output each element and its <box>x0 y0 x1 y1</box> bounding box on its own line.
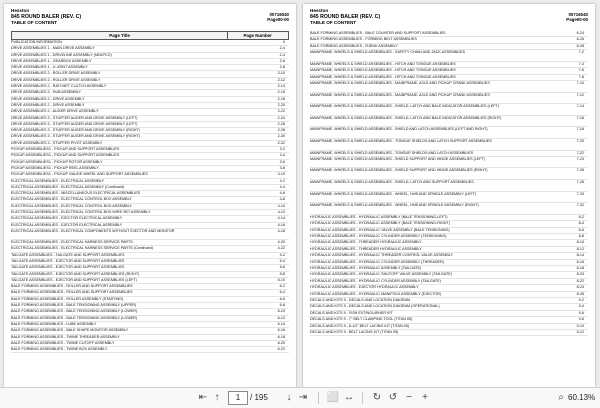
toc-entry-title: DRIVE ASSEMBLIES 2 - ROLLER DRIVE ASSEMBLY <box>11 71 101 76</box>
toc-entry-title: MAINFRAME, WHEELS & SHIELD ASSEMBLIES - HITCH AND TONGUE ASSEMBLIES <box>310 61 456 66</box>
toc-entry-title: BALE FORMING ASSEMBLIES - BALE TENSIONING ASSEMBLY (LOWER) <box>11 309 138 314</box>
toc-entry-title: PUBLICATION INFORMATION <box>11 40 62 44</box>
toc-entry-title: BALE FORMING ASSEMBLIES - RJENK ASSEMBLY <box>310 43 398 48</box>
toc-entry-page: 9-8 <box>578 317 584 322</box>
page-label: Page00-00 <box>566 17 588 22</box>
toc-entry-page: 7-24 <box>576 156 584 161</box>
toc-entry-title: MAINFRAME, WHEELS & SHIELD ASSEMBLIES - SHIELD SUPPORT AND HINGE ASSEMBLIES (RIGHT) <box>310 168 488 173</box>
toc-entry-title: HYDRAULIC ASSEMBLIES - HYDRAULIC THREADER CONTROL VALVE ASSEMBLY <box>310 253 454 258</box>
toc-entry-title: DRIVE ASSEMBLIES 2 - RATCHET CLUTCH ASSEMBLY <box>11 84 107 89</box>
toc-entry-page: 5-10 <box>277 277 285 282</box>
toc-entry-title: MAINFRAME, WHEELS & SHIELD ASSEMBLIES - SHIELD SUPPORT AND HINGE ASSEMBLIES (LEFT) <box>310 156 486 161</box>
toc-entry-page: 5-8 <box>279 271 285 276</box>
toc-entry-page: 6-4 <box>279 290 285 295</box>
toc-entry-title: ELECTRICAL ASSEMBLIES - ELECTRICAL HARNESS SERVICE PARTS (Continued) <box>11 246 153 251</box>
toc-entry-page: 8-22 <box>576 278 584 283</box>
toc-entry-title: DECALS AND KITS 9 - 6-1/2" BELT LACING KIT (TITAN 05) <box>310 323 409 328</box>
toc-entry-title: HYDRAULIC ASSEMBLIES - THREADER HYDRAULIC ASSEMBLY <box>310 246 422 251</box>
model-title: 845 ROUND BALER (REV. C) <box>11 14 82 20</box>
toc-entry-page: 7-4 <box>578 61 584 66</box>
toc-entry-page: 7-2 <box>578 50 584 55</box>
toc-entry-page: 2-12 <box>277 77 285 82</box>
toolbar-divider <box>318 392 319 404</box>
toc-entry-page: 3-2 <box>279 147 285 152</box>
toc-row[interactable] <box>11 347 289 353</box>
toc-entry-title: ELECTRICAL ASSEMBLIES - ELECTRICAL HARNESS SERVICE PARTS <box>11 240 133 245</box>
fit-width-icon[interactable]: ↔ <box>344 392 354 403</box>
page-total: / 195 <box>250 393 268 402</box>
toc-entry-title: BALE FORMING ASSEMBLIES - LUBE ASSEMBLY <box>11 321 97 326</box>
toc-entry-page: 4-20 <box>277 240 285 245</box>
toc-entry-page: 8-26 <box>576 291 584 296</box>
toc-entry-page: 4-12 <box>277 210 285 215</box>
toc-entry-page: 2-24 <box>277 115 285 120</box>
toc-entry-page: 8-4 <box>578 221 584 226</box>
toc-entry-page: 4-16 <box>277 222 285 227</box>
toc-entry-page: 4-8 <box>279 197 285 202</box>
toc-entry-title: DECALS AND KITS 9 - DECALS AND LOCATION DIAGRAM (OPERATIONAL) <box>310 304 440 309</box>
toc-entry-title: MAINFRAME, WHEELS & SHIELD ASSEMBLIES - MAINFRAME, AXLE AND PICKUP CRANK ASSEMBLIES <box>310 80 490 85</box>
toc-entry-title: ELECTRICAL ASSEMBLIES - MISCELLANEOUS ELECTRICAL ASSEMBLIES <box>11 191 141 196</box>
toc-entry-title: BALE FORMING ASSEMBLIES - ROLLER AND SUPPORT ASSEMBLIES <box>11 284 133 289</box>
toc-entry-page: 6-24 <box>576 31 584 35</box>
toc-entry-page: 2-32 <box>277 140 285 145</box>
toc-entry-title: MAINFRAME, WHEELS & SHIELD ASSEMBLIES - MAINFRAME, AXLE AND PICKUP CRANK ASSEMBLIES <box>310 92 490 97</box>
toc-entry-page: 4-10 <box>277 203 285 208</box>
brand-name: Hesston <box>11 8 30 13</box>
toc-entry-page: 7-30 <box>576 191 584 196</box>
last-page-icon[interactable]: ⇥ <box>298 392 308 403</box>
toc-entry-page: 8-24 <box>576 285 584 290</box>
toc-entry-title: MAINFRAME, WHEELS & SHIELD ASSEMBLIES - TONGUE SHIELDS AND LATCH SUPPORT ASSEMBLIES <box>310 138 492 143</box>
document-page-left <box>4 4 296 387</box>
toc-entry-page: 7-20 <box>576 138 584 143</box>
toc-entry-page: 7-12 <box>576 92 584 97</box>
toc-entry-title: BALE FORMING ASSEMBLIES - BALE TENSIONING ASSEMBLY (LOWER) <box>11 315 138 320</box>
toc-entry-page: 6-6 <box>279 296 285 301</box>
toc-entry-page: 6-16 <box>277 328 285 333</box>
toc-entry-page: 7-6 <box>578 68 584 73</box>
toc-row[interactable] <box>310 203 588 215</box>
toc-entry-page: 2-10 <box>277 71 285 76</box>
toc-row[interactable] <box>310 104 588 116</box>
toc-entry-title: HYDRAULIC ASSEMBLIES - HYDRAULIC SHUTOFF VALVE ASSEMBLY (TAILGATE) <box>310 272 452 277</box>
toc-entry-title: BALE FORMING ASSEMBLIES - TWINE THREADER ASSEMBLY <box>11 334 120 339</box>
toc-entry-title: BALE FORMING ASSEMBLIES - FORMING BELT ASSEMBLIES <box>310 37 417 42</box>
toc-entry-page: 8-2 <box>578 214 584 219</box>
toc-entry-page: 6-8 <box>279 303 285 308</box>
toc-entry-title: MAINFRAME, WHEELS & SHIELD ASSEMBLIES - SHIELD, LATCH AND SUPPORT ASSEMBLIES <box>310 180 474 185</box>
toc-entry-page: 2-22 <box>277 109 285 114</box>
toc-entry-page: 5-4 <box>279 258 285 263</box>
column-header-page: Page Number <box>243 33 272 38</box>
toc-heading: TABLE OF CONTENT <box>310 20 357 25</box>
toc-entry-page: 6-18 <box>277 334 285 339</box>
toc-entry-title: HYDRAULIC ASSEMBLIES - HYDRAULIC VALVE ASSEMBLY (BALE TENSIONING) <box>310 227 450 232</box>
toc-entry-title: BALE FORMING ASSEMBLIES - BALE COUNTER AND SUPPORT ASSEMBLIES <box>310 31 446 35</box>
toc-entry-page: 4-4 <box>279 184 285 189</box>
search-icon[interactable]: ⌕ <box>558 392 564 403</box>
toc-row[interactable] <box>310 50 588 62</box>
toc-entry-title: HYDRAULIC ASSEMBLIES - THREADER HYDRAULIC ASSEMBLY <box>310 240 422 245</box>
toc-entry-title: ELECTRICAL ASSEMBLIES - ELECTRICAL ASSEMBLY (Continued) <box>11 184 125 189</box>
toc-row[interactable] <box>310 330 588 336</box>
toc-entry-page: 4-22 <box>277 246 285 251</box>
toc-entry-page: 3-8 <box>279 165 285 170</box>
toc-entry-page: 7-22 <box>576 150 584 155</box>
toc-entry-title: BALE FORMING ASSEMBLIES - BALE SHAPE MONITOR ASSEMBLY <box>11 328 129 333</box>
toc-entry-title: DRIVE ASSEMBLIES 2 - AUGER DRIVE ASSEMBLY <box>11 109 99 114</box>
toc-entry-page: 6-10 <box>277 309 285 314</box>
toc-row[interactable] <box>310 157 588 169</box>
toc-entry-page: 9-10 <box>576 323 584 328</box>
toc-entry-page: 6-12 <box>277 315 285 320</box>
part-number: 00716040 <box>568 12 588 17</box>
toc-entry-page: 2-8 <box>279 65 285 70</box>
toc-entry-title: TAILGATE ASSEMBLIES - EJECTOR AND SUPPORT ASSEMBLIES (RIGHT) <box>11 271 140 276</box>
toc-entry-title: HYDRAULIC ASSEMBLIES - HYDRAULIC ASSEMBLY (BALE TENSIONING-RIGHT) <box>310 221 450 226</box>
toc-entry-page: 5-6 <box>279 265 285 270</box>
toc-entry-title: TAILGATE ASSEMBLIES - EJECTOR AND SUPPORT ASSEMBLIES (LEFT) <box>11 277 137 282</box>
toc-entry-title: HYDRAULIC ASSEMBLIES - HYDRAULIC ASSEMBLY (BALE TENSIONING-LEFT) <box>310 214 448 219</box>
toc-entry-title: PICKUP ASSEMBLIES1 - PICKUP ROTOR ASSEMBLY <box>11 159 103 164</box>
toc-row[interactable] <box>310 81 588 93</box>
toc-entry-title: DECALS AND KITS 9 - DECALS AND LOCATION DIAGRAM <box>310 297 411 302</box>
toc-entry-page: 9-6 <box>578 310 584 315</box>
toc-entry-title: DRIVE ASSEMBLIES 3 - STUFFER AUGER AND DRIVE ASSEMBLY (RIGHT) <box>11 128 140 133</box>
toc-entry-title: MAINFRAME, WHEELS & SHIELD ASSEMBLIES - SHIELD, LATCH AND BALE INDICATOR ASSEMBLIES (LEFT) <box>310 104 499 109</box>
toc-row[interactable] <box>310 93 588 105</box>
toc-entry-title: BALE FORMING ASSEMBLIES - TWINE BOX ASSEMBLY <box>11 347 108 352</box>
toc-entry-title: DRIVE ASSEMBLIES 2 - DRIVE ASSEMBLY <box>11 102 85 107</box>
toc-entry-page: 8-6 <box>578 227 584 232</box>
toc-rows-left <box>11 40 289 353</box>
toc-entry-title: PICKUP ASSEMBLIES1 - PICKUP AND SUPPORT ASSEMBLIES <box>11 153 120 158</box>
toc-entry-title: DECALS AND KITS 9 - 7" BELT CLAMPING TOOL (TITAN 05) <box>310 317 413 322</box>
toc-entry-page: 7-14 <box>576 104 584 109</box>
toc-entry-page: 9-12 <box>576 329 584 334</box>
toc-entry-title: DRIVE ASSEMBLIES 3 - STUFFER PIVOT ASSEMBLY <box>11 140 103 145</box>
toc-entry-page: 8-8 <box>578 234 584 239</box>
toc-entry-title: DRIVE ASSEMBLIES 1 - DRIVELINE ASSEMBLY (NEAPCO) <box>11 52 112 57</box>
page-label: Page00-00 <box>267 17 289 22</box>
toc-entry-page: 3-10 <box>277 172 285 177</box>
fit-page-icon[interactable]: ⬜ <box>326 392 340 403</box>
rotate-icon[interactable]: ↻ <box>372 392 382 403</box>
toc-entry-title: HYDRAULIC ASSEMBLIES - HYDRAULIC MANIFOLD ASSEMBLY (EJECTOR) <box>310 291 442 296</box>
toc-entry-page: 0 <box>282 40 285 44</box>
toc-entry-page: 7-28 <box>576 180 584 185</box>
toc-entry-page: 7-26 <box>576 168 584 173</box>
toc-entry-page: 6-26 <box>576 37 584 42</box>
toc-entry-title: DRIVE ASSEMBLIES 2 - DRIVE ASSEMBLY <box>11 96 85 101</box>
toc-entry-title: BALE FORMING ASSEMBLIES - ROLLER AND SUPPORT ASSEMBLIES <box>11 290 133 295</box>
toc-entry-page: 2-6 <box>279 58 285 63</box>
viewer-toolbar <box>0 387 600 408</box>
toc-entry-page: 9-4 <box>578 304 584 309</box>
toc-row[interactable] <box>310 192 588 204</box>
toc-entry-page: 2-4 <box>279 52 285 57</box>
toc-entry-title: MAINFRAME, WHEELS & SHIELD ASSEMBLIES - SHIELD, LATCH AND BALE INDICATOR ASSEMBLIES (RIGHT) <box>310 115 502 120</box>
toc-entry-title: HYDRAULIC ASSEMBLIES - HYDRAULIC CYLINDER ASSEMBLY (TENSIONING) <box>310 234 447 239</box>
toc-entry-page: 9-2 <box>578 297 584 302</box>
toc-entry-page: 6-28 <box>576 43 584 48</box>
zoom-out-icon[interactable]: − <box>406 392 412 403</box>
toc-entry-page: 8-20 <box>576 272 584 277</box>
toc-entry-page: 7-18 <box>576 127 584 132</box>
toc-entry-title: ELECTRICAL ASSEMBLIES - ELECTRICAL CONTROL BOX ASSEMBLY <box>11 203 132 208</box>
column-header-title: Page Title <box>12 32 228 39</box>
toc-entry-title: ELECTRICAL ASSEMBLIES - ELECTRICAL ASSEMBLY <box>11 178 105 183</box>
toc-entry-title: PICKUP ASSEMBLIES1 - PICKUP REEL ASSEMBLY <box>11 165 99 170</box>
toc-heading: TABLE OF CONTENT <box>11 20 58 25</box>
toc-entry-title: BALE FORMING ASSEMBLIES - BALE TENSIONING ASSEMBLY (UPPER) <box>11 303 137 308</box>
toc-entry-title: BALE FORMING ASSEMBLIES - ROLLER ASSEMBLY (STARTING) <box>11 296 124 301</box>
toc-table-header <box>11 31 289 40</box>
toc-entry-page: 7-16 <box>576 115 584 120</box>
toc-entry-title: DECALS AND KITS 9 - FISH EXTINGUISHER KIT <box>310 310 393 315</box>
toc-row[interactable] <box>310 116 588 128</box>
toc-entry-title: PICKUP ASSEMBLIES1 - PICKUP AND SUPPORT ASSEMBLIES <box>11 147 120 152</box>
zoom-level[interactable]: 60.13% <box>568 393 596 402</box>
toc-entry-page: 2-28 <box>277 128 285 133</box>
toc-entry-page: 6-2 <box>279 284 285 289</box>
toc-entry-page: 2-26 <box>277 121 285 126</box>
toc-entry-page: 2-16 <box>277 90 285 95</box>
toc-entry-title: ELECTRICAL ASSEMBLIES - ELECTRICAL CONTROL BOX WIRE SET ASSEMBLY <box>11 210 151 215</box>
toc-entry-title: MAINFRAME, WHEELS & SHIELD ASSEMBLIES - WHEEL, HUB AND SPINDLE ASSEMBLY (LEFT) <box>310 191 477 196</box>
toc-entry-title: MAINFRAME, WHEELS & SHIELD ASSEMBLIES - WHEEL, HUB AND SPINDLE ASSEMBLY (RIGHT) <box>310 203 479 208</box>
toc-entry-title: DRIVE ASSEMBLIES 3 - STUFFER AUGER AND DRIVE ASSEMBLY (LEFT) <box>11 121 138 126</box>
toc-row[interactable] <box>310 139 588 151</box>
previous-page-icon[interactable]: ↑ <box>214 392 220 403</box>
document-page-right <box>303 4 595 387</box>
toc-entry-page: 8-12 <box>576 246 584 251</box>
toc-entry-title: HYDRAULIC ASSEMBLIES - HYDRAULIC CYLINDER ASSEMBLY (THREADER) <box>310 259 444 264</box>
toc-entry-title: PICKUP ASSEMBLIES1 - PICKUP GAUGE WHEEL AND SUPPORT ASSEMBLIES <box>11 172 148 177</box>
toc-row[interactable] <box>310 168 588 180</box>
toc-entry-page: 2-14 <box>277 84 285 89</box>
toc-entry-title: DRIVE ASSEMBLIES 1 - U-JOINT ASSEMBLY <box>11 65 88 70</box>
toc-entry-title: DRIVE ASSEMBLIES 1 - GEARBOX ASSEMBLY <box>11 58 92 63</box>
toc-entry-page: 4-14 <box>277 216 285 221</box>
toc-row[interactable] <box>11 229 289 240</box>
toc-entry-title: DRIVE ASSEMBLIES 3 - STUFFER AUGER AND DRIVE ASSEMBLY (LEFT) <box>11 115 138 120</box>
next-page-icon[interactable]: ↓ <box>286 392 292 403</box>
toc-entry-title: TAILGATE ASSEMBLIES - EJECTOR AND SUPPORT ASSEMBLIES <box>11 258 125 263</box>
rotate-counterclockwise-icon[interactable]: ↺ <box>388 392 398 403</box>
part-number: 00716040 <box>269 12 289 17</box>
toc-entry-title: MAINFRAME, WHEELS & SHIELD ASSEMBLIES - SAFETY CHAIN AND JACK ASSEMBLIES <box>310 50 466 55</box>
toc-entry-page: 4-6 <box>279 191 285 196</box>
toc-rows-right <box>310 31 588 336</box>
toc-entry-title: MAINFRAME, WHEELS & SHIELD ASSEMBLIES - HITCH AND TONGUE ASSEMBLIES <box>310 68 456 73</box>
toc-entry-title: ELECTRICAL ASSEMBLIES - ELECTRICAL COMPONENTS WITHOUT EJECTOR AND MONITOR <box>11 228 175 233</box>
page-header <box>11 8 289 30</box>
toc-entry-page: 8-14 <box>576 253 584 258</box>
zoom-in-icon[interactable]: + <box>422 392 428 403</box>
toc-entry-title: HYDRAULIC ASSEMBLIES - HYDRAULIC ASSEMBLY (TAILGATE) <box>310 265 422 270</box>
toc-entry-page: 5-2 <box>279 252 285 257</box>
page-header <box>310 8 588 30</box>
toc-entry-title: MAINFRAME, WHEELS & SHIELD ASSEMBLIES - SHIELD AND LATCH ASSEMBLIES (LEFT AND RIGHT) <box>310 127 488 132</box>
toc-entry-page: 7-8 <box>578 74 584 79</box>
model-title: 845 ROUND BALER (REV. C) <box>310 14 381 20</box>
toc-row[interactable] <box>310 180 588 192</box>
toc-entry-page: 4-18 <box>277 228 285 233</box>
toc-entry-page: 2-30 <box>277 134 285 139</box>
toc-entry-title: ELECTRICAL ASSEMBLIES - ELECTRICAL CONTROL BOX ASSEMBLY <box>11 197 132 202</box>
toc-entry-title: DRIVE ASSEMBLIES 1 - MAIN DRIVE ASSEMBLY <box>11 46 95 51</box>
toc-entry-title: TAILGATE ASSEMBLIES - TAILGATE AND SUPPORT ASSEMBLIES <box>11 252 125 257</box>
toc-entry-page: 7-10 <box>576 80 584 85</box>
toc-entry-title: MAINFRAME, WHEELS & SHIELD ASSEMBLIES - TONGUE SHIELDS AND LATCH ASSEMBLIES <box>310 150 474 155</box>
toc-entry-page: 8-16 <box>576 259 584 264</box>
toc-entry-page: 4-2 <box>279 178 285 183</box>
toc-entry-title: MAINFRAME, WHEELS & SHIELD ASSEMBLIES - HITCH AND TONGUE ASSEMBLIES <box>310 74 456 79</box>
first-page-icon[interactable]: ⇤ <box>198 392 208 403</box>
toc-entry-page: 2-20 <box>277 102 285 107</box>
page-number-input[interactable]: 1 <box>228 391 248 405</box>
toc-entry-title: HYDRAULIC ASSEMBLIES - EJECTOR HYDRAULIC ASSEMBLY <box>310 285 419 290</box>
toc-entry-title: DRIVE ASSEMBLIES 2 - ROLLER DRIVE ASSEMBLY <box>11 77 101 82</box>
toc-entry-page: 8-18 <box>576 265 584 270</box>
brand-name: Hesston <box>310 8 329 13</box>
toc-entry-page: 6-20 <box>277 340 285 345</box>
toc-entry-title: DRIVE ASSEMBLIES 3 - STUFFER AUGER AND DRIVE ASSEMBLY (RIGHT) <box>11 134 140 139</box>
toc-entry-title: DECALS AND KITS 9 - BELT LACING KIT (TITAN 05) <box>310 329 399 334</box>
toc-entry-page: 2-4 <box>279 46 285 51</box>
toc-entry-title: TAILGATE ASSEMBLIES - EJECTOR AND SUPPORT ASSEMBLIES <box>11 265 125 270</box>
toolbar-divider <box>362 392 363 404</box>
toc-entry-page: 6-22 <box>277 347 285 352</box>
toc-entry-title: ELECTRICAL ASSEMBLIES - EJECTOR ELECTRICAL ASSEMBLY <box>11 222 123 227</box>
toc-entry-page: 2-18 <box>277 96 285 101</box>
toc-entry-page: 3-6 <box>279 159 285 164</box>
toc-entry-title: HYDRAULIC ASSEMBLIES - HYDRAULIC CYLINDER ASSEMBLY (TAILGATE) <box>310 278 441 283</box>
toc-entry-page: 8-10 <box>576 240 584 245</box>
toc-entry-page: 3-4 <box>279 153 285 158</box>
toc-entry-title: ELECTRICAL ASSEMBLIES - EJECTOR ELECTRICAL ASSEMBLY <box>11 216 123 221</box>
toc-entry-title: DRIVE ASSEMBLIES 2 - HUB ASSEMBLY <box>11 90 82 95</box>
toc-entry-page: 7-32 <box>576 203 584 208</box>
toc-entry-title: BALE FORMING ASSEMBLIES - TWINE CUTOFF ASSEMBLY <box>11 340 115 345</box>
toc-row[interactable] <box>310 127 588 139</box>
toc-entry-page: 6-14 <box>277 321 285 326</box>
